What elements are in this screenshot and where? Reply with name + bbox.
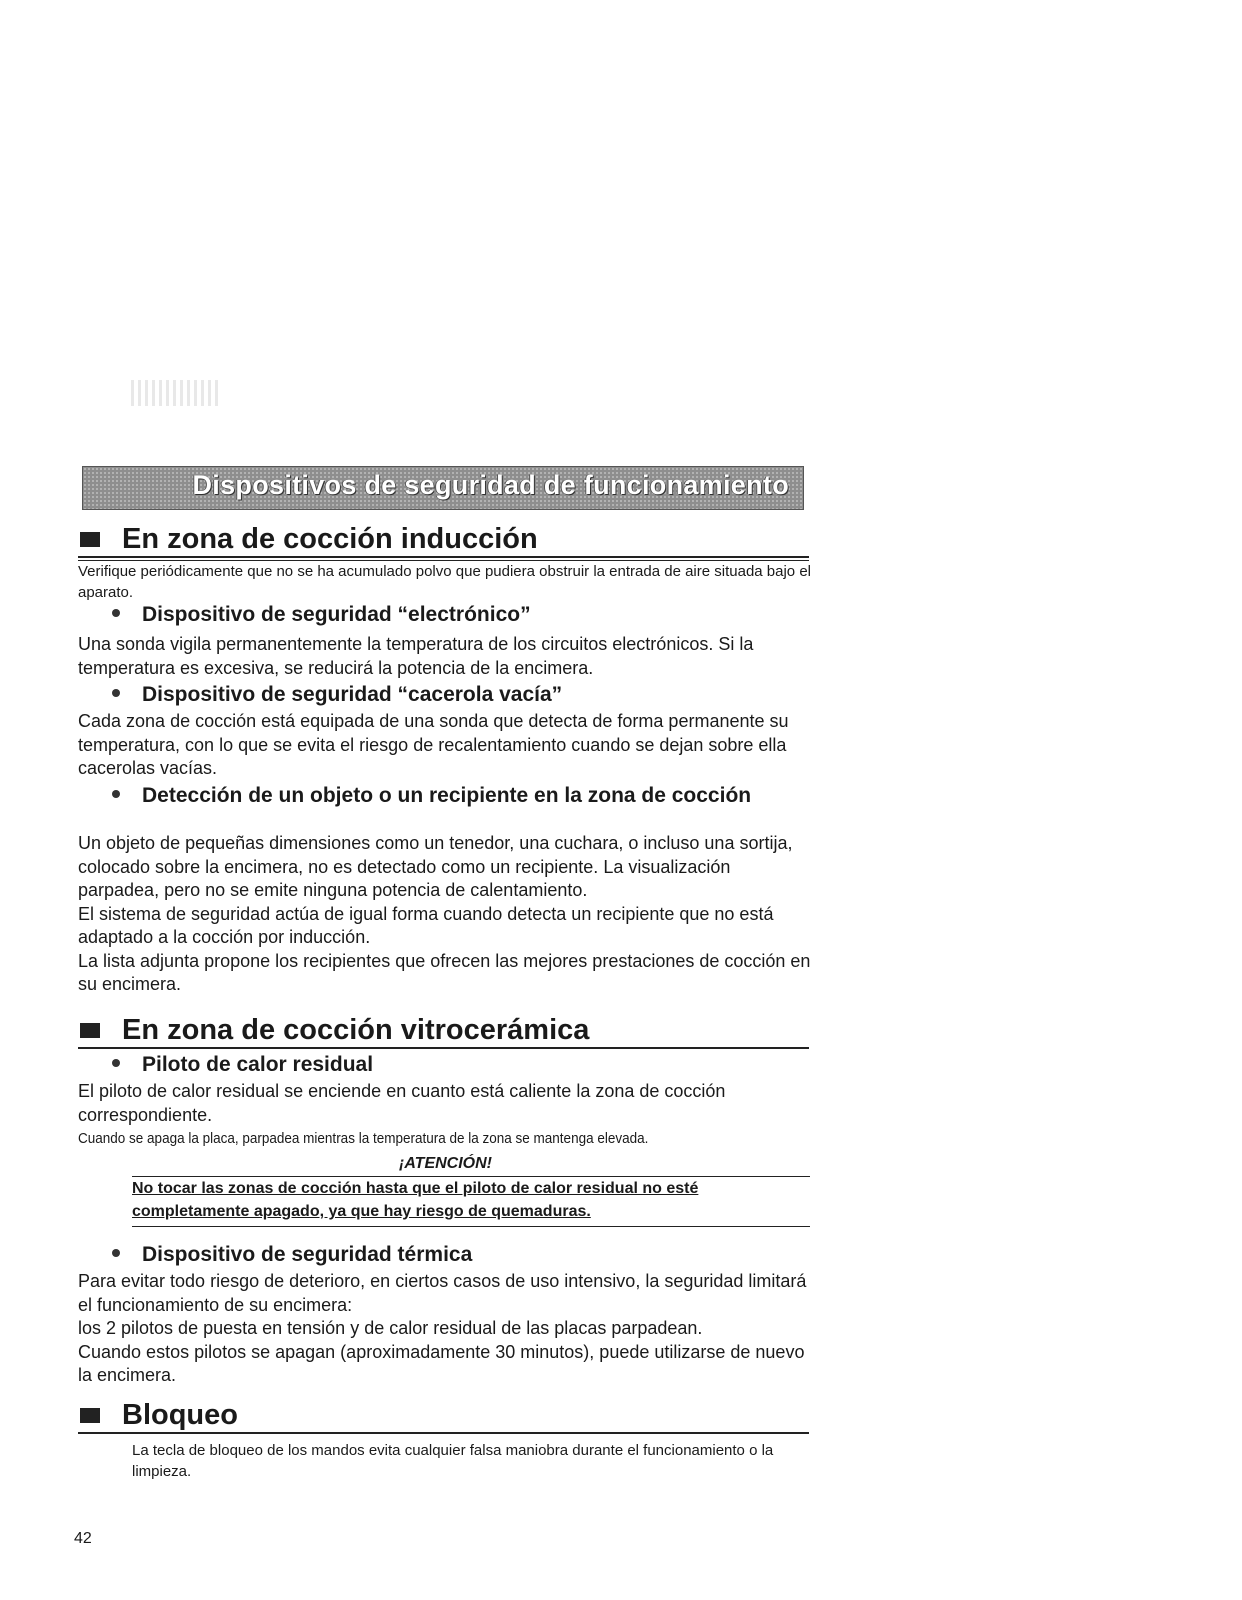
- section-banner: [82, 466, 804, 510]
- bullet-dot-icon: [112, 609, 120, 617]
- lock-text: La tecla de bloqueo de los mandos evita cualquier falsa maniobra durante el funcionamiento o la limpieza.: [132, 1442, 774, 1480]
- page-number: 42: [74, 1530, 92, 1547]
- subheading-thermal: Dispositivo de seguridad térmica: [112, 1243, 812, 1266]
- paragraph: La lista adjunta propone los recipientes que ofrecen las mejores prestaciones de cocción en su encimera.: [78, 950, 811, 994]
- bullet-dot-icon: [112, 689, 120, 697]
- attention-text: No tocar las zonas de cocción hasta que el piloto de calor residual no esté completamente apagado, ya que hay riesgo de quemaduras.: [132, 1176, 810, 1223]
- paragraph: los 2 pilotos de puesta en tensión y de calor residual de las placas parpadean.: [78, 1318, 703, 1338]
- induction-intro: Verifique periódicamente que no se ha acumulado polvo que pudiera obstruir la entrada de aire situada bajo el aparato.: [78, 563, 811, 601]
- electronic-text: Una sonda vigila permanentemente la temperatura de los circuitos electrónicos. Si la temperatura es excesiva, se reducirá la potencia de la encimera.: [78, 634, 754, 678]
- bullet-dot-icon: [112, 1249, 120, 1257]
- subheading-electronic: Dispositivo de seguridad “electrónico”: [112, 603, 812, 626]
- attention-title: ¡ATENCIÓN!: [398, 1155, 493, 1172]
- paragraph: El sistema de seguridad actúa de igual forma cuando detecta un recipiente que no está adaptado a la cocción por inducción.: [78, 903, 774, 947]
- section-title: En zona de cocción vitrocerámica: [122, 1014, 590, 1046]
- subheading-empty-pan: Dispositivo de seguridad “cacerola vacía”: [112, 683, 812, 706]
- banner-title: Dispositivos de seguridad de funcionamiento: [192, 470, 789, 500]
- object-detection-text: [78, 832, 813, 997]
- section-induction-heading: [78, 522, 809, 558]
- bullet-dot-icon: [112, 790, 120, 798]
- paragraph: Un objeto de pequeñas dimensiones como un tenedor, una cuchara, o incluso una sortija, colocado sobre la encimera, no es detectado como un recipiente. La visualización parpadea, pero no se emite ninguna potencia de calentamiento.: [78, 833, 793, 900]
- bullet-dot-icon: [112, 1059, 120, 1067]
- scan-artifact: [131, 380, 221, 406]
- paragraph: Cuando estos pilotos se apagan (aproximadamente 30 minutos), puede utilizarse de nuevo la encimera.: [78, 1341, 805, 1385]
- paragraph: Para evitar todo riesgo de deterioro, en ciertos casos de uso intensivo, la seguridad limitará el funcionamiento de su encimera:: [78, 1271, 807, 1315]
- square-bullet-icon: [80, 532, 100, 547]
- attention-rule: [132, 1226, 810, 1227]
- subheading-residual-heat: Piloto de calor residual: [112, 1053, 812, 1076]
- thermal-text: [78, 1270, 813, 1388]
- section-lock-heading: [78, 1398, 809, 1434]
- square-bullet-icon: [80, 1408, 100, 1423]
- square-bullet-icon: [80, 1023, 100, 1038]
- residual-heat-note: Cuando se apaga la placa, parpadea mientras la temperatura de la zona se mantenga elevada.: [78, 1130, 649, 1147]
- section-title: En zona de cocción inducción: [122, 523, 538, 555]
- section-title: Bloqueo: [122, 1399, 238, 1431]
- section-vitroceramic-heading: [78, 1013, 809, 1049]
- empty-pan-text: Cada zona de cocción está equipada de una sonda que detecta de forma permanente su temperatura, con lo que se evita el riesgo de recalentamiento cuando se dejan sobre ella cacerolas vacías.: [78, 711, 789, 778]
- subheading-object-detection: Detección de un objeto o un recipiente en la zona de cocción: [112, 784, 792, 807]
- residual-heat-text: El piloto de calor residual se enciende en cuanto está caliente la zona de cocción correspondiente.: [78, 1081, 726, 1125]
